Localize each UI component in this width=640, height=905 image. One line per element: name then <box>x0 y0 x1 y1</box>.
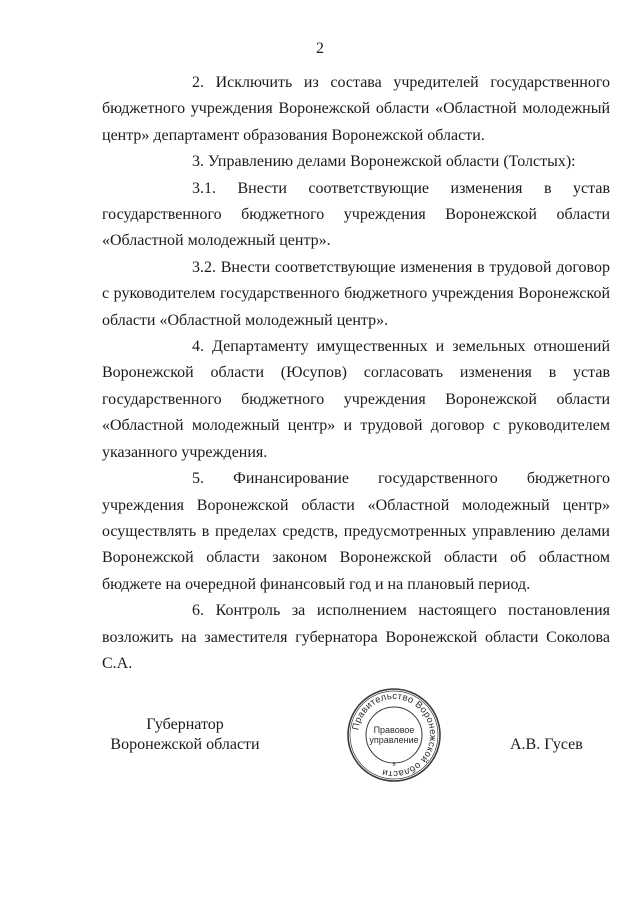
paragraph <box>102 149 610 175</box>
paragraph-text: Внести соответствующие изменения в трудовой договор с руководителем государственного бюджетного учреждения Воронежской области «Областной молодежный центр». <box>102 258 611 329</box>
page-number: 2 <box>316 40 324 57</box>
paragraph-number: 3.1. <box>192 179 216 197</box>
stamp-center-line2: управление <box>369 735 419 745</box>
paragraph-text: Исключить из состава учредителей государственного бюджетного учреждения Воронежской области «Областной молодежный центр» департамент образования Воронежской области. <box>102 74 611 144</box>
paragraph <box>102 466 610 598</box>
paragraph-text: Департаменту имущественных и земельных отношений Воронежской области (Юсупов) согласовать изменения в устав государственного бюджетного учреждения Воронежской области «Областной молодежный центр» и трудовой договор с руководителем указанного учреждения. <box>102 338 611 461</box>
signatory-position <box>100 715 270 755</box>
paragraph <box>102 255 610 334</box>
paragraph-number: 3. <box>192 153 204 171</box>
official-stamp <box>346 687 442 783</box>
signatory-position-line1: Губернатор <box>146 716 224 733</box>
signature-block <box>0 690 640 795</box>
paragraph-text: Контроль за исполнением настоящего постановления возложить на заместителя губернатора Воронежской области Соколова С.А. <box>102 602 611 672</box>
paragraph-text: Управлению делами Воронежской области (Толстых): <box>208 153 576 171</box>
stamp-center-line1: Правовое <box>373 725 415 735</box>
paragraph <box>102 70 610 149</box>
document-body <box>102 70 610 677</box>
signatory-position-line2: Воронежской области <box>110 736 260 753</box>
signatory-name: А.В. Гусев <box>510 736 583 753</box>
paragraph-text: Внести соответствующие изменения в устав государственного бюджетного учреждения Воронежской области «Областной молодежный центр». <box>102 179 611 250</box>
paragraph-number: 6. <box>192 602 204 620</box>
stamp-center <box>346 687 442 783</box>
paragraph <box>102 334 610 466</box>
paragraph-text: Финансирование государственного бюджетного учреждения Воронежской области «Областной молодежный центр» осуществлять в пределах средств, предусмотренных управлению делами Воронежской области законом Воронежской области об областном бюджете на очередной финансовый год и на плановый период. <box>102 470 610 593</box>
paragraph-number: 5. <box>192 470 204 488</box>
paragraph-number: 3.2. <box>192 258 216 276</box>
paragraph-number: 4. <box>192 338 204 356</box>
paragraph <box>102 598 610 677</box>
paragraph-number: 2. <box>192 74 204 91</box>
stamp-number: 8 <box>392 762 396 768</box>
paragraph <box>102 176 610 255</box>
stamp-ring-text: Правительство Воронежской области <box>350 690 439 780</box>
